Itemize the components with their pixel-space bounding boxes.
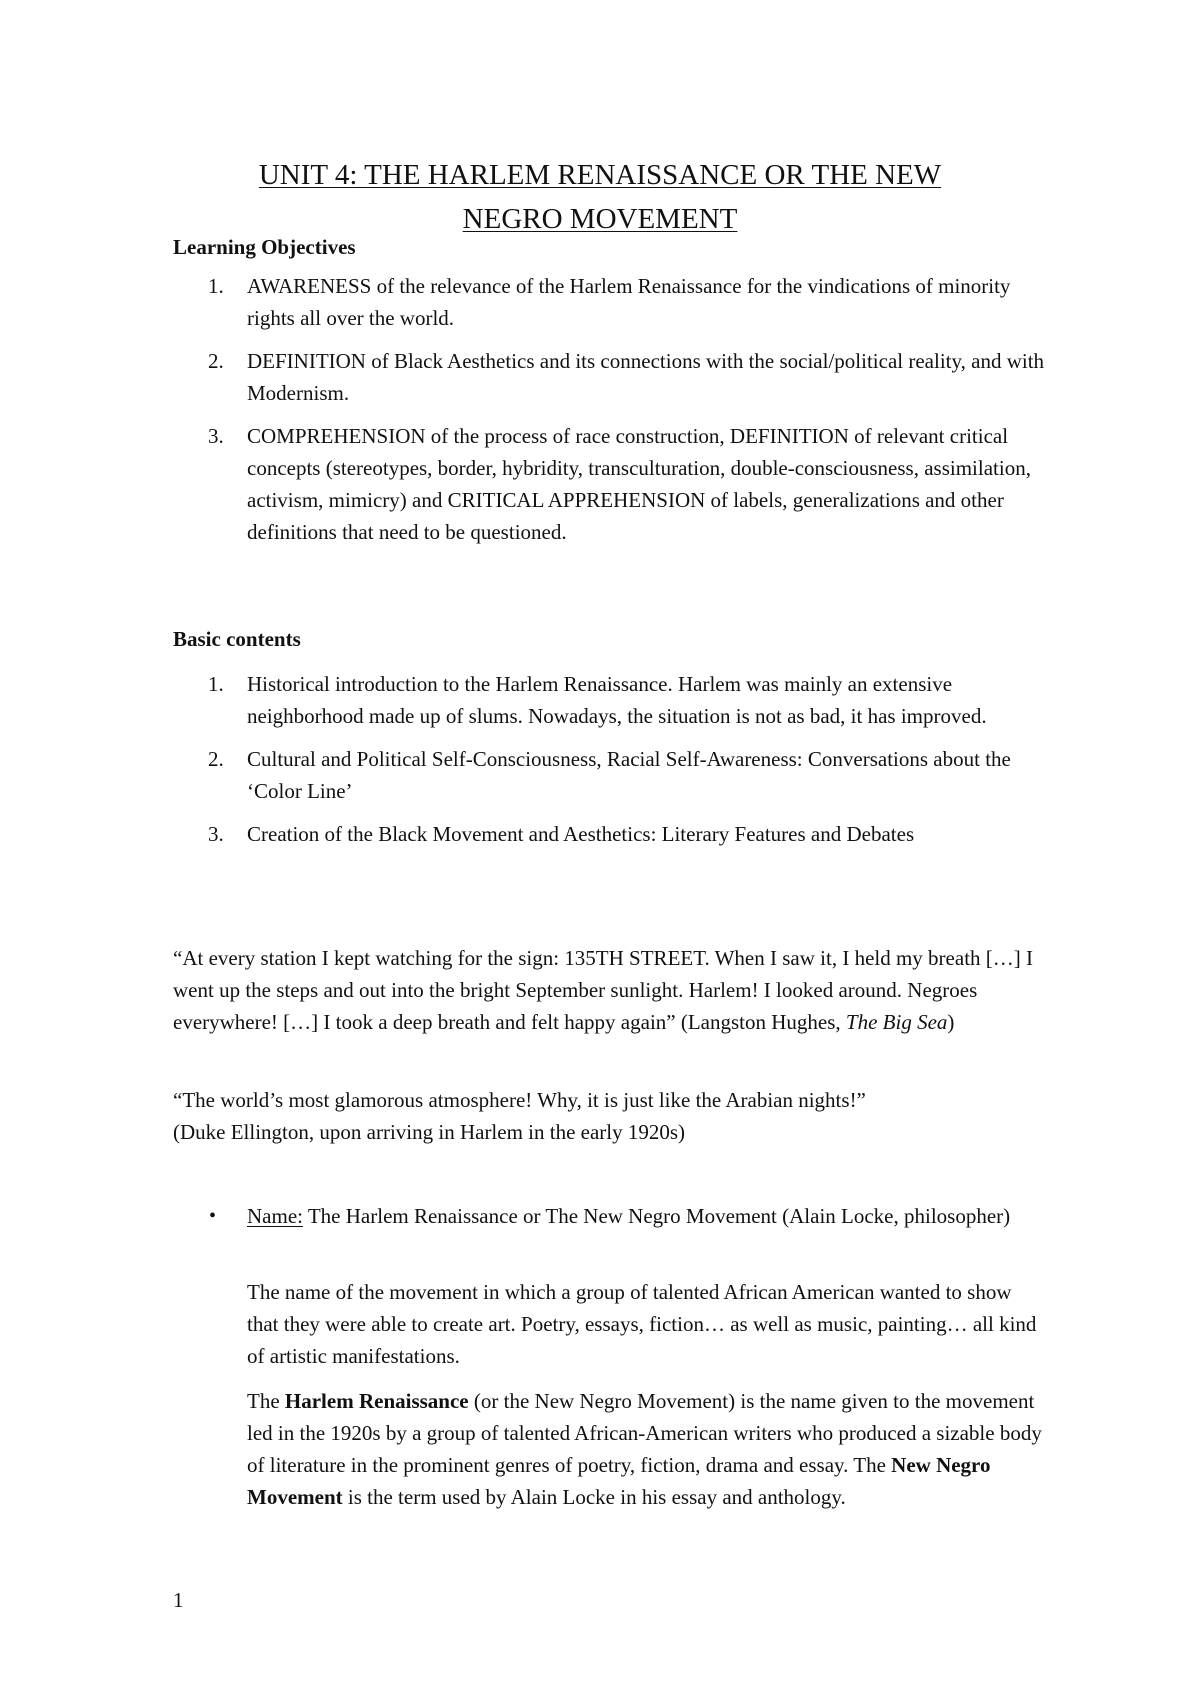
list-text: COMPREHENSION of the process of race construction, DEFINITION of relevant critical concepts (stereotypes, border, hybridity, transculturation, double-consciousness, assimilation, activism, mimicry) and CRITICAL APPREHENSION of labels, generalizations and other definitions that need to be questioned. [247, 424, 1031, 544]
p2-bold-harlem-renaissance: Harlem Renaissance [284, 1389, 469, 1413]
ellington-quote [173, 1084, 1053, 1148]
bullet-paragraph-2 [247, 1385, 1047, 1513]
list-number: 2. [208, 747, 224, 771]
title-line-2: NEGRO MOVEMENT [462, 203, 738, 235]
list-text: DEFINITION of Black Aesthetics and its connections with the social/political reality, and with Modernism. [247, 349, 1045, 405]
attribution-suffix: ) [947, 1010, 955, 1034]
p2-text-c: (or the New Negro Movement) is the name given to the movement led in the 1920s by a group of talented African-American writers who produced a sizable body of literature in the prominent genres of poetry, fiction, drama and essay. The [247, 1389, 1042, 1477]
bullet-icon: • [209, 1205, 217, 1227]
learning-objectives-heading: Learning Objectives [173, 235, 356, 259]
hughes-quote-text: “At every station I kept watching for the sign: 135TH STREET. When I saw it, I held my breath […] I went up the steps and out into the bright September sunlight. Harlem! I looked around. Negroes everywhere! […] I took a deep breath and felt happy again” [173, 946, 1034, 1034]
list-text: Cultural and Political Self-Consciousness, Racial Self-Awareness: Conversations about the ‘Color Line’ [247, 747, 1011, 803]
list-number: 3. [208, 822, 224, 846]
basic-contents-heading: Basic contents [173, 627, 301, 651]
p2-text-a: The [247, 1389, 285, 1413]
attribution-prefix: (Langston Hughes, [680, 1010, 846, 1034]
page-title [150, 153, 1050, 241]
list-text: Creation of the Black Movement and Aesthetics: Literary Features and Debates [247, 822, 915, 846]
list-text: AWARENESS of the relevance of the Harlem Renaissance for the vindications of minority rights all over the world. [247, 274, 1011, 330]
bullet-name-line [247, 1200, 1047, 1232]
list-item [0, 420, 1200, 548]
book-title: The Big Sea [845, 1010, 948, 1034]
list-number: 1. [208, 274, 224, 298]
hughes-quote-attribution [681, 1010, 955, 1034]
title-line-1: UNIT 4: THE HARLEM RENAISSANCE OR THE NEW [258, 159, 942, 191]
list-number: 1. [208, 672, 224, 696]
hughes-quote [173, 942, 1053, 1038]
p2-text-e: is the term used by Alain Locke in his essay and anthology. [342, 1485, 846, 1509]
ellington-quote-attribution: (Duke Ellington, upon arriving in Harlem in the early 1920s) [173, 1120, 686, 1144]
list-item [0, 818, 1200, 850]
learning-objectives-list [0, 270, 1200, 548]
list-item [0, 668, 1200, 732]
bullet-label: Name: [247, 1204, 303, 1228]
list-item [0, 743, 1200, 807]
basic-contents-list [0, 668, 1200, 850]
list-text: Historical introduction to the Harlem Renaissance. Harlem was mainly an extensive neighborhood made up of slums. Nowadays, the situation is not as bad, it has improved. [247, 672, 987, 728]
list-item [0, 345, 1200, 409]
ellington-quote-text: “The world’s most glamorous atmosphere! Why, it is just like the Arabian nights!” [173, 1088, 866, 1112]
list-item [0, 270, 1200, 334]
p2-bold-new-negro-movement: New Negro Movement [247, 1453, 991, 1509]
bullet-label-rest: The Harlem Renaissance or The New Negro Movement (Alain Locke, philosopher) [302, 1204, 1011, 1228]
bullet-paragraph-1: The name of the movement in which a group of talented African American wanted to show that they were able to create art. Poetry, essays, fiction… as well as music, painting… all kind of artistic manifestations. [247, 1280, 1037, 1368]
list-number: 2. [208, 349, 224, 373]
page-number: 1 [173, 1588, 184, 1612]
list-number: 3. [208, 424, 224, 448]
